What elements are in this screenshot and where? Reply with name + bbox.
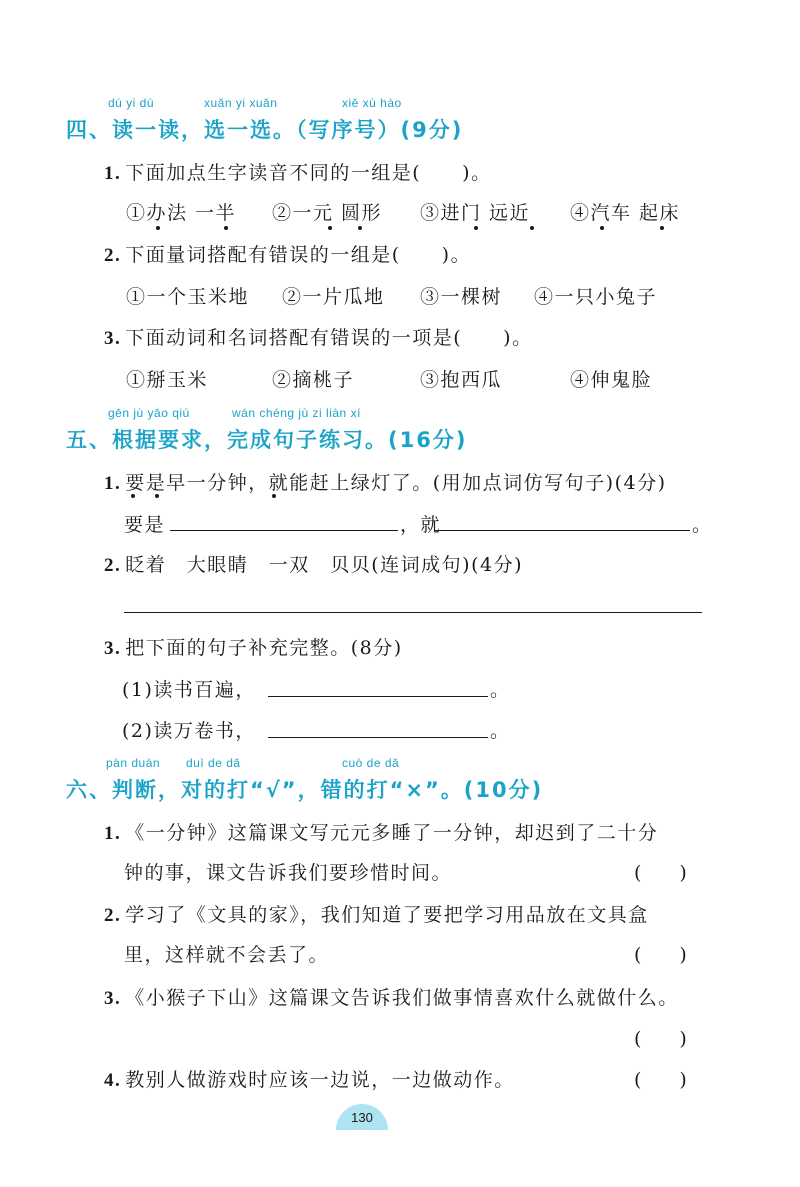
answer-paren[interactable]: ( ) bbox=[634, 1028, 687, 1050]
s4-q2-opt1: ①一个玉米地 bbox=[126, 286, 250, 308]
emphasis-dot bbox=[474, 226, 478, 230]
s4-q1-num: 1. bbox=[104, 163, 122, 184]
answer-paren[interactable]: ( ) bbox=[634, 1069, 687, 1091]
s6-q3-num: 3. bbox=[104, 988, 122, 1009]
section6-pinyin-1: pàn duàn bbox=[106, 756, 161, 770]
section6-pinyin-3: cuò de dǎ bbox=[342, 756, 400, 770]
s4-q2-num: 2. bbox=[104, 245, 122, 266]
s5-q1 bbox=[104, 468, 667, 495]
s4-q2-opt4: ④一只小兔子 bbox=[534, 286, 658, 308]
section4-pinyin-3: xiě xù hào bbox=[342, 96, 402, 110]
s4-q3-opt2: ②摘桃子 bbox=[272, 369, 355, 391]
answer-line[interactable] bbox=[124, 612, 702, 613]
s4-q3-opt4: ④伸鬼脸 bbox=[570, 369, 653, 391]
emphasis-dot bbox=[328, 226, 332, 230]
s5-q1-prefix: 要是 bbox=[124, 514, 166, 536]
s4-q1-opt2: ②一元 圆形 bbox=[272, 202, 383, 224]
s4-q3-opt1: ①掰玉米 bbox=[126, 369, 209, 391]
emphasis-dot bbox=[131, 494, 135, 498]
s6-q4-line1: 教别人做游戏时应该一边说，一边做动作。 bbox=[125, 1069, 515, 1091]
s6-q1 bbox=[104, 818, 658, 845]
s4-q3-opt3: ③抱西瓜 bbox=[420, 369, 503, 391]
emphasis-dot bbox=[156, 226, 160, 230]
s4-q2 bbox=[104, 240, 471, 267]
s5-q2-num: 2. bbox=[104, 555, 122, 576]
emphasis-dot bbox=[224, 226, 228, 230]
s5-q3-end1: 。 bbox=[490, 679, 511, 701]
s4-q1-text: 下面加点生字读音不同的一组是( )。 bbox=[125, 162, 492, 184]
s4-q1-opt1: ①办法 一半 bbox=[126, 202, 237, 224]
answer-line[interactable] bbox=[170, 530, 398, 531]
s6-q1-num: 1. bbox=[104, 823, 122, 844]
answer-line[interactable] bbox=[268, 737, 488, 738]
s4-q1 bbox=[104, 158, 492, 185]
section6-title: 六、判断，对的打“√”，错的打“×”。(10分) bbox=[66, 778, 544, 802]
s5-q2 bbox=[104, 550, 523, 577]
section6-pinyin-2: duì de dǎ bbox=[186, 756, 241, 770]
s6-q1-line1: 《一分钟》这篇课文写元元多睡了一分钟，却迟到了二十分 bbox=[125, 822, 659, 844]
s5-q1-mid: ，就 bbox=[400, 514, 442, 536]
emphasis-dot bbox=[600, 226, 604, 230]
s5-q3-item1: (1)读书百遍， bbox=[122, 679, 256, 701]
s6-q3 bbox=[104, 983, 679, 1010]
s4-q2-opt2: ②一片瓜地 bbox=[282, 286, 385, 308]
s6-q2-line2: 里，这样就不会丢了。 bbox=[124, 944, 330, 966]
section4-pinyin-2: xuǎn yi xuǎn bbox=[204, 96, 278, 110]
emphasis-dot bbox=[660, 226, 664, 230]
s6-q4 bbox=[104, 1065, 515, 1092]
section4-title: 四、读一读，选一选。（写序号）(9分) bbox=[66, 118, 464, 142]
s6-q2-line1: 学习了《文具的家》，我们知道了要把学习用品放在文具盒 bbox=[125, 904, 649, 926]
s5-q2-text: 眨着 大眼睛 一双 贝贝(连词成句)(4分) bbox=[125, 554, 523, 576]
s6-q4-num: 4. bbox=[104, 1070, 122, 1091]
s5-q3 bbox=[104, 633, 403, 660]
section5-pinyin-2: wán chéng jù zi liàn xí bbox=[232, 406, 361, 420]
s5-q3-text: 把下面的句子补充完整。(8分) bbox=[125, 637, 403, 659]
page-number: 130 bbox=[336, 1104, 388, 1130]
s5-q1-end: 。 bbox=[692, 514, 713, 536]
answer-paren[interactable]: ( ) bbox=[634, 862, 687, 884]
s4-q3-num: 3. bbox=[104, 328, 122, 349]
section4-pinyin-1: dú yi dú bbox=[108, 96, 155, 110]
s5-q1-num: 1. bbox=[104, 473, 122, 494]
s4-q3 bbox=[104, 323, 533, 350]
s6-q1-line2: 钟的事，课文告诉我们要珍惜时间。 bbox=[124, 862, 453, 884]
s4-q3-text: 下面动词和名词搭配有错误的一项是( )。 bbox=[125, 327, 533, 349]
s5-q3-num: 3. bbox=[104, 638, 122, 659]
emphasis-dot bbox=[358, 226, 362, 230]
section5-pinyin-1: gēn jù yāo qiú bbox=[108, 406, 190, 420]
s6-q2 bbox=[104, 900, 649, 927]
answer-line[interactable] bbox=[268, 696, 488, 697]
s4-q1-opt4: ④汽车 起床 bbox=[570, 202, 681, 224]
s5-q3-end2: 。 bbox=[490, 720, 511, 742]
section5-title: 五、根据要求，完成句子练习。(16分) bbox=[66, 428, 468, 452]
s5-q1-text: 要是早一分钟，就能赶上绿灯了。(用加点词仿写句子)(4分) bbox=[125, 472, 667, 494]
s4-q1-opt3: ③进门 远近 bbox=[420, 202, 531, 224]
s5-q3-item2: (2)读万卷书， bbox=[122, 720, 256, 742]
emphasis-dot bbox=[155, 494, 159, 498]
emphasis-dot bbox=[272, 494, 276, 498]
s6-q2-num: 2. bbox=[104, 905, 122, 926]
s4-q2-opt3: ③一棵树 bbox=[420, 286, 503, 308]
answer-line[interactable] bbox=[434, 530, 690, 531]
s6-q3-line1: 《小猴子下山》这篇课文告诉我们做事情喜欢什么就做什么。 bbox=[125, 987, 679, 1009]
answer-paren[interactable]: ( ) bbox=[634, 944, 687, 966]
emphasis-dot bbox=[530, 226, 534, 230]
s4-q2-text: 下面量词搭配有错误的一组是( )。 bbox=[125, 244, 472, 266]
